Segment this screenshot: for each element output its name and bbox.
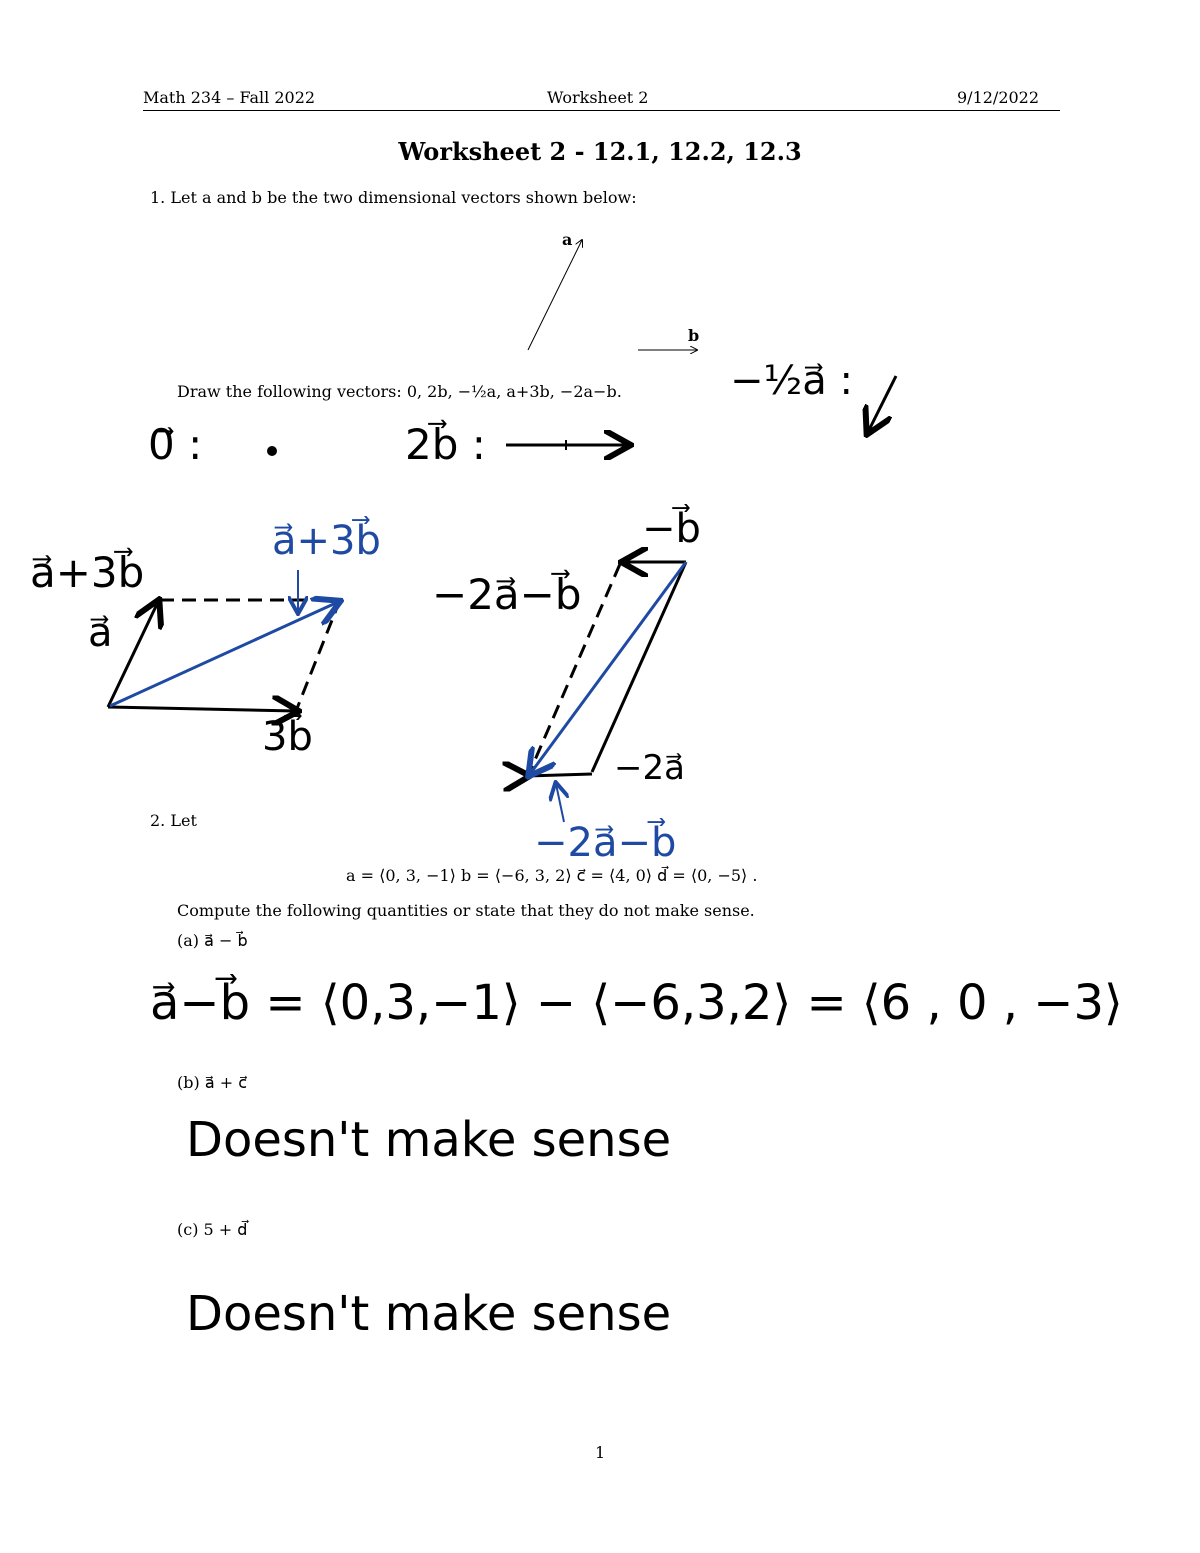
hand-neg2a-b-blue-label: −2a⃗−b⃗ [534, 820, 677, 866]
header-date: 9/12/2022 [957, 88, 1040, 107]
neg-half-a-arrow [868, 376, 896, 432]
problem2-instruction: Compute the following quantities or state that they do not make sense. [177, 901, 755, 920]
vector-b-label: b [688, 326, 700, 345]
para2-bottom [527, 774, 592, 776]
problem2-part-c: (c) 5 + d⃗ [177, 1220, 248, 1239]
hand-neg-half-a-label: −½a⃗ : [730, 358, 853, 404]
problem1-prompt: 1. Let a and b be the two dimensional vectors shown below: [150, 188, 637, 207]
problem2-prompt: 2. Let [150, 811, 197, 830]
problem2-part-a: (a) a⃗ − b⃗ [177, 931, 248, 950]
page-number: 1 [595, 1443, 606, 1462]
problem2-definitions: a = ⟨0, 3, −1⟩ b = ⟨−6, 3, 2⟩ c⃗ = ⟨4, 0⟩ d⃗ = ⟨0, −5⟩ . [346, 866, 758, 885]
hand-3b-label: 3b⃗ [262, 714, 313, 760]
hand-zero-label: 0⃗ : [148, 420, 203, 469]
page-title: Worksheet 2 - 12.1, 12.2, 12.3 [398, 137, 802, 166]
hand-neg2a-b-label: −2a⃗−b⃗ [432, 570, 582, 619]
problem2-part-b: (b) a⃗ + c⃗ [177, 1073, 247, 1092]
answer-a: a⃗−b⃗ = ⟨0,3,−1⟩ − ⟨−6,3,2⟩ = ⟨6 , 0 , −3⟩ [150, 975, 1123, 1031]
problem1-instruction: Draw the following vectors: 0, 2b, −½a, a+3b, −2a−b. [177, 382, 622, 401]
answer-c: Doesn't make sense [186, 1286, 672, 1342]
header-course: Math 234 – Fall 2022 [143, 88, 316, 107]
hand-a-label: a⃗ [88, 610, 113, 656]
hand-neg-2a-label: −2a⃗ [614, 748, 685, 788]
hand-a-plus-3b-blue-label: a⃗+3b⃗ [272, 518, 381, 564]
hand-a-plus-3b-label: a⃗+3b⃗ [30, 548, 145, 597]
answer-b: Doesn't make sense [186, 1112, 672, 1168]
vector-a-label: a [562, 230, 573, 249]
hand-neg-b-label: −b⃗ [642, 506, 701, 552]
header-sheet: Worksheet 2 [547, 88, 649, 107]
hand-2b-label: 2b⃗ : [405, 420, 486, 469]
para1-a-arrow [108, 602, 158, 707]
para1-3b-arrow [108, 707, 296, 711]
para2-pointer [556, 784, 564, 822]
zero-vector-dot [267, 446, 277, 456]
